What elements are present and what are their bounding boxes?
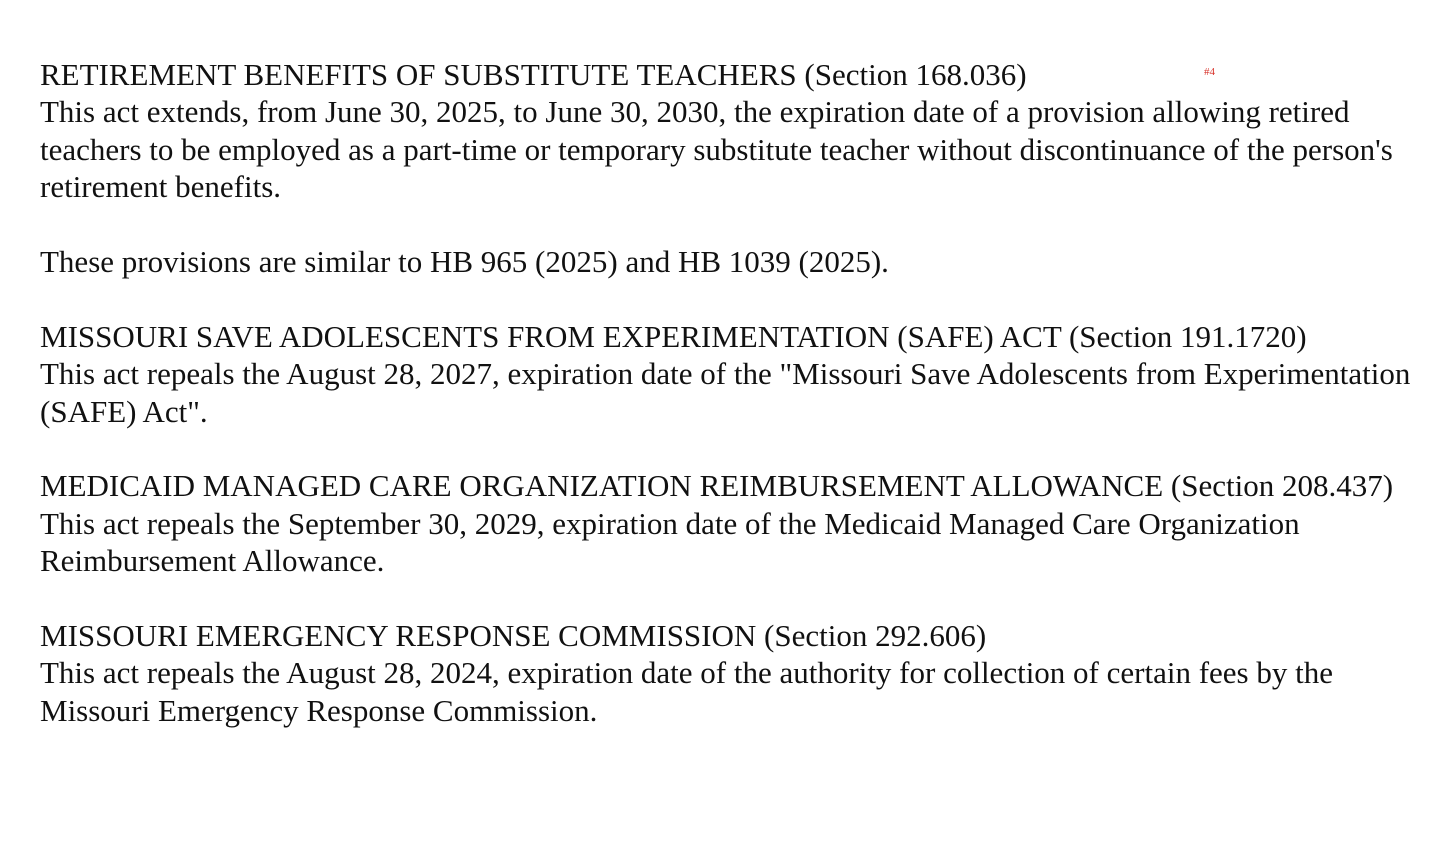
- section-heading: MEDICAID MANAGED CARE ORGANIZATION REIMBURSEMENT ALLOWANCE (Section 208.437): [40, 468, 1394, 504]
- similar-provisions-note: [40, 243, 1440, 280]
- section-safe-act: [40, 318, 1440, 430]
- section-body: This act repeals the August 28, 2027, expiration date of the "Missouri Save Adolescents from Experimentation (SAFE) Act".: [40, 356, 1411, 429]
- section-heading: MISSOURI EMERGENCY RESPONSE COMMISSION (Section 292.606): [40, 618, 987, 654]
- section-body: This act repeals the September 30, 2029, expiration date of the Medicaid Managed Care Organization Reimbursement Allowance.: [40, 505, 1300, 579]
- document-body: [40, 56, 1440, 767]
- section-body: This act repeals the August 28, 2024, expiration date of the authority for collection of certain fees by the Missouri Emergency Response Commission.: [40, 655, 1333, 728]
- section-heading: RETIREMENT BENEFITS OF SUBSTITUTE TEACHERS (Section 168.036): [40, 57, 1027, 92]
- section-body: This act extends, from June 30, 2025, to June 30, 2030, the expiration date of a provision allowing retired teachers to be employed as a part-time or temporary substitute teacher without discontinuance of the person's retirement benefits.: [40, 94, 1393, 205]
- note-text: These provisions are similar to HB 965 (2025) and HB 1039 (2025).: [40, 244, 889, 280]
- section-medicaid-reimbursement: [40, 467, 1440, 579]
- page-marker: #4: [1204, 66, 1215, 78]
- section-heading: MISSOURI SAVE ADOLESCENTS FROM EXPERIMENTATION (SAFE) ACT (Section 191.1720): [40, 318, 1307, 354]
- section-emergency-response: [40, 617, 1440, 729]
- section-retirement-benefits: [40, 56, 1440, 206]
